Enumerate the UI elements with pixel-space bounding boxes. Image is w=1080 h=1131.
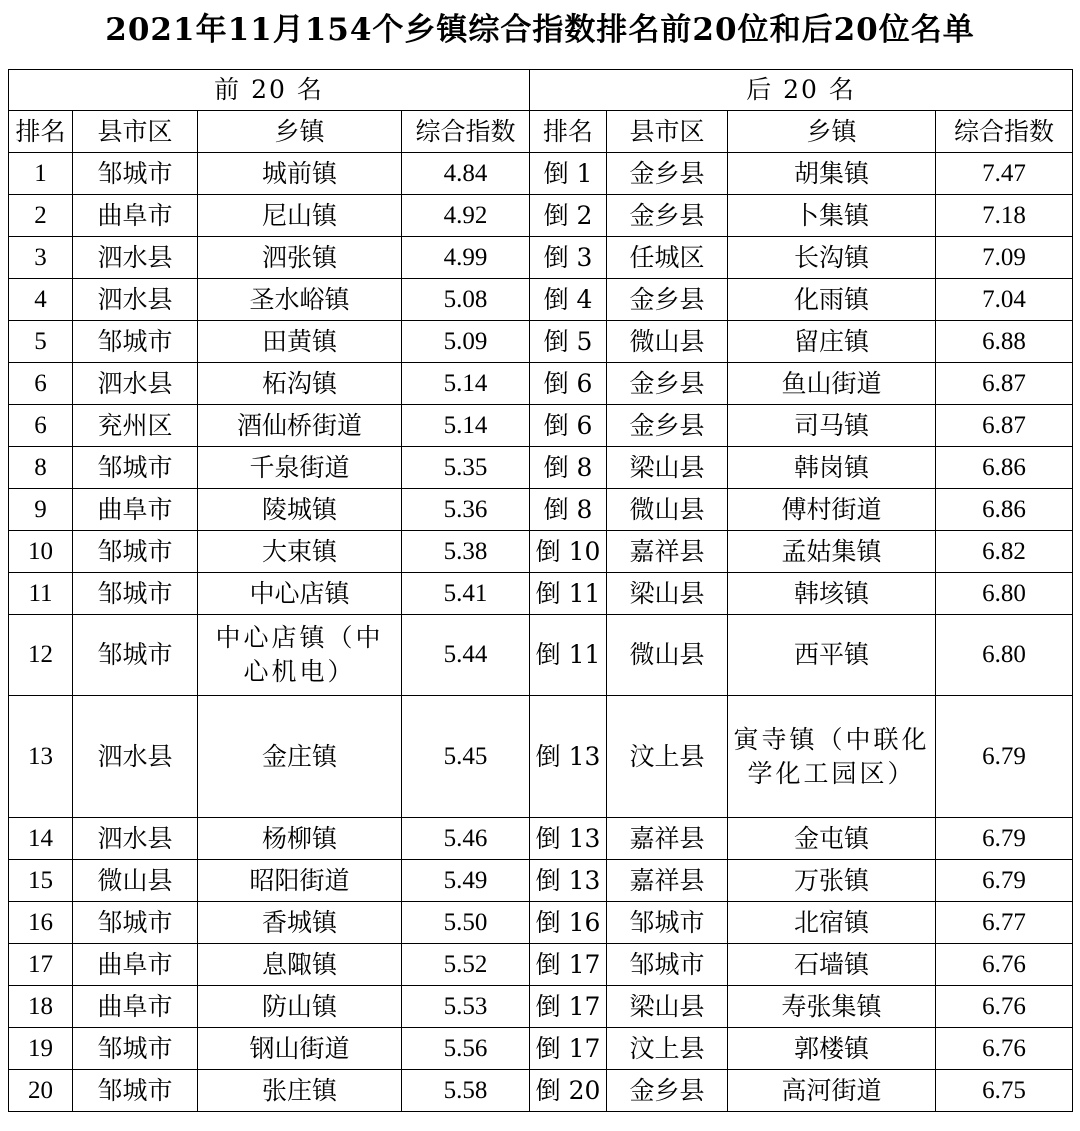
bottom-town-cell: 留庄镇	[728, 321, 936, 363]
table-row	[9, 489, 1073, 531]
top-index-cell: 5.36	[402, 489, 530, 531]
top-index-cell: 5.46	[402, 818, 530, 860]
bottom-index-cell: 6.79	[936, 696, 1073, 818]
top-town-cell: 泗张镇	[198, 237, 402, 279]
table-row	[9, 944, 1073, 986]
top-county-cell: 曲阜市	[73, 489, 198, 531]
bottom-index-cell: 6.87	[936, 363, 1073, 405]
top-rank-cell: 5	[9, 321, 73, 363]
top-rank-cell: 2	[9, 195, 73, 237]
bottom-rank-cell: 倒 1	[530, 153, 607, 195]
top-rank-cell: 3	[9, 237, 73, 279]
top-rank-cell: 10	[9, 531, 73, 573]
top-index-cell: 5.56	[402, 1028, 530, 1070]
top-index-cell: 5.41	[402, 573, 530, 615]
bottom-county-cell: 梁山县	[607, 573, 728, 615]
bottom-county-cell: 金乡县	[607, 405, 728, 447]
table-row	[9, 1070, 1073, 1112]
top-county-header: 县市区	[73, 111, 198, 153]
top-rank-header: 排名	[9, 111, 73, 153]
bottom-rank-cell: 倒 13	[530, 696, 607, 818]
bottom-town-cell: 司马镇	[728, 405, 936, 447]
top-county-cell: 兖州区	[73, 405, 198, 447]
ranking-table	[8, 69, 1073, 1112]
bottom-rank-cell: 倒 20	[530, 1070, 607, 1112]
bottom-index-cell: 7.18	[936, 195, 1073, 237]
top-index-cell: 5.44	[402, 615, 530, 696]
top-county-cell: 微山县	[73, 860, 198, 902]
table-row	[9, 818, 1073, 860]
bottom-index-cell: 6.76	[936, 1028, 1073, 1070]
top-rank-cell: 1	[9, 153, 73, 195]
top-county-cell: 曲阜市	[73, 986, 198, 1028]
bottom-rank-cell: 倒 11	[530, 615, 607, 696]
top-rank-cell: 13	[9, 696, 73, 818]
top-town-cell: 田黄镇	[198, 321, 402, 363]
top-town-cell: 香城镇	[198, 902, 402, 944]
bottom-county-cell: 金乡县	[607, 1070, 728, 1112]
bottom-rank-cell: 倒 16	[530, 902, 607, 944]
bottom-rank-cell: 倒 8	[530, 489, 607, 531]
bottom-county-cell: 金乡县	[607, 153, 728, 195]
table-row	[9, 321, 1073, 363]
top-county-cell: 邹城市	[73, 902, 198, 944]
bottom-town-cell: 孟姑集镇	[728, 531, 936, 573]
top-town-cell: 千泉街道	[198, 447, 402, 489]
bottom-county-cell: 微山县	[607, 321, 728, 363]
table-row	[9, 447, 1073, 489]
top-town-header: 乡镇	[198, 111, 402, 153]
top-county-cell: 邹城市	[73, 531, 198, 573]
bottom-index-cell: 6.80	[936, 615, 1073, 696]
table-row	[9, 195, 1073, 237]
bottom-town-cell: 西平镇	[728, 615, 936, 696]
top-county-cell: 邹城市	[73, 447, 198, 489]
bottom-index-cell: 6.80	[936, 573, 1073, 615]
bottom-town-cell: 卜集镇	[728, 195, 936, 237]
bottom-county-cell: 微山县	[607, 489, 728, 531]
top-index-cell: 5.35	[402, 447, 530, 489]
top-town-cell: 陵城镇	[198, 489, 402, 531]
bottom-index-cell: 6.79	[936, 818, 1073, 860]
bottom-county-cell: 任城区	[607, 237, 728, 279]
top-rank-cell: 16	[9, 902, 73, 944]
top-rank-cell: 20	[9, 1070, 73, 1112]
top-county-cell: 邹城市	[73, 321, 198, 363]
bottom-town-header: 乡镇	[728, 111, 936, 153]
bottom-rank-cell: 倒 11	[530, 573, 607, 615]
bottom-index-cell: 6.82	[936, 531, 1073, 573]
top20-section-header: 前 20 名	[9, 70, 530, 111]
top-index-cell: 4.92	[402, 195, 530, 237]
bottom-rank-cell: 倒 13	[530, 818, 607, 860]
top-county-cell: 邹城市	[73, 615, 198, 696]
table-row	[9, 696, 1073, 818]
top-county-cell: 泗水县	[73, 363, 198, 405]
bottom-county-cell: 嘉祥县	[607, 860, 728, 902]
table-row	[9, 363, 1073, 405]
bottom20-section-header: 后 20 名	[530, 70, 1073, 111]
top-rank-cell: 19	[9, 1028, 73, 1070]
top-index-cell: 5.49	[402, 860, 530, 902]
bottom-town-cell: 石墙镇	[728, 944, 936, 986]
top-county-cell: 泗水县	[73, 818, 198, 860]
bottom-rank-cell: 倒 2	[530, 195, 607, 237]
bottom-rank-cell: 倒 6	[530, 363, 607, 405]
top-index-cell: 5.38	[402, 531, 530, 573]
table-row	[9, 615, 1073, 696]
bottom-town-cell: 鱼山街道	[728, 363, 936, 405]
bottom-town-cell: 北宿镇	[728, 902, 936, 944]
top-county-cell: 曲阜市	[73, 195, 198, 237]
top-county-cell: 曲阜市	[73, 944, 198, 986]
top-town-cell: 息陬镇	[198, 944, 402, 986]
bottom-rank-cell: 倒 6	[530, 405, 607, 447]
bottom-index-cell: 6.79	[936, 860, 1073, 902]
top-rank-cell: 8	[9, 447, 73, 489]
top-index-cell: 5.53	[402, 986, 530, 1028]
bottom-index-cell: 6.77	[936, 902, 1073, 944]
top-town-cell: 钢山街道	[198, 1028, 402, 1070]
top-index-cell: 5.09	[402, 321, 530, 363]
bottom-town-cell: 韩岗镇	[728, 447, 936, 489]
table-row	[9, 573, 1073, 615]
table-row	[9, 279, 1073, 321]
top-town-cell: 城前镇	[198, 153, 402, 195]
top-town-cell: 酒仙桥街道	[198, 405, 402, 447]
bottom-rank-cell: 倒 10	[530, 531, 607, 573]
top-county-cell: 泗水县	[73, 696, 198, 818]
top-county-cell: 邹城市	[73, 573, 198, 615]
bottom-index-cell: 6.76	[936, 944, 1073, 986]
bottom-index-cell: 7.04	[936, 279, 1073, 321]
bottom-county-cell: 嘉祥县	[607, 818, 728, 860]
top-rank-cell: 11	[9, 573, 73, 615]
top-town-cell: 昭阳街道	[198, 860, 402, 902]
bottom-index-cell: 6.75	[936, 1070, 1073, 1112]
table-row	[9, 986, 1073, 1028]
top-county-cell: 邹城市	[73, 1028, 198, 1070]
top-index-cell: 4.99	[402, 237, 530, 279]
bottom-county-cell: 邹城市	[607, 944, 728, 986]
bottom-town-cell: 化雨镇	[728, 279, 936, 321]
top-rank-cell: 12	[9, 615, 73, 696]
bottom-index-cell: 6.86	[936, 489, 1073, 531]
table-row	[9, 1028, 1073, 1070]
bottom-town-cell: 胡集镇	[728, 153, 936, 195]
bottom-county-cell: 金乡县	[607, 195, 728, 237]
top-rank-cell: 9	[9, 489, 73, 531]
top-rank-cell: 14	[9, 818, 73, 860]
top-rank-cell: 15	[9, 860, 73, 902]
top-town-cell: 尼山镇	[198, 195, 402, 237]
bottom-county-cell: 梁山县	[607, 447, 728, 489]
bottom-index-cell: 6.87	[936, 405, 1073, 447]
bottom-index-cell: 6.88	[936, 321, 1073, 363]
top-rank-cell: 6	[9, 363, 73, 405]
bottom-town-cell: 万张镇	[728, 860, 936, 902]
bottom-rank-cell: 倒 13	[530, 860, 607, 902]
bottom-county-cell: 汶上县	[607, 696, 728, 818]
top-index-cell: 5.58	[402, 1070, 530, 1112]
bottom-town-cell: 长沟镇	[728, 237, 936, 279]
top-town-cell: 大束镇	[198, 531, 402, 573]
top-index-cell: 5.52	[402, 944, 530, 986]
bottom-rank-header: 排名	[530, 111, 607, 153]
bottom-rank-cell: 倒 3	[530, 237, 607, 279]
bottom-town-cell: 高河街道	[728, 1070, 936, 1112]
top-town-cell: 金庄镇	[198, 696, 402, 818]
top-index-header: 综合指数	[402, 111, 530, 153]
bottom-rank-cell: 倒 4	[530, 279, 607, 321]
top-town-cell: 柘沟镇	[198, 363, 402, 405]
top-index-cell: 5.14	[402, 405, 530, 447]
bottom-rank-cell: 倒 5	[530, 321, 607, 363]
table-row	[9, 860, 1073, 902]
bottom-rank-cell: 倒 17	[530, 1028, 607, 1070]
bottom-town-cell: 金屯镇	[728, 818, 936, 860]
bottom-county-cell: 邹城市	[607, 902, 728, 944]
top-rank-cell: 18	[9, 986, 73, 1028]
table-row	[9, 405, 1073, 447]
table-row	[9, 153, 1073, 195]
top-county-cell: 邹城市	[73, 1070, 198, 1112]
bottom-rank-cell: 倒 17	[530, 944, 607, 986]
bottom-index-cell: 7.09	[936, 237, 1073, 279]
page-title: 2021年11月154个乡镇综合指数排名前20位和后20位名单	[105, 12, 975, 48]
bottom-rank-cell: 倒 8	[530, 447, 607, 489]
top-rank-cell: 4	[9, 279, 73, 321]
bottom-county-cell: 金乡县	[607, 363, 728, 405]
top-town-cell: 张庄镇	[198, 1070, 402, 1112]
bottom-index-cell: 6.86	[936, 447, 1073, 489]
top-town-cell: 中心店镇（中心机电）	[198, 615, 402, 696]
top-town-cell: 中心店镇	[198, 573, 402, 615]
bottom-county-cell: 嘉祥县	[607, 531, 728, 573]
bottom-town-cell: 傅村街道	[728, 489, 936, 531]
top-index-cell: 5.50	[402, 902, 530, 944]
table-row	[9, 902, 1073, 944]
bottom-town-cell: 韩垓镇	[728, 573, 936, 615]
top-county-cell: 泗水县	[73, 279, 198, 321]
table-row	[9, 237, 1073, 279]
table-row	[9, 531, 1073, 573]
bottom-index-header: 综合指数	[936, 111, 1073, 153]
top-county-cell: 邹城市	[73, 153, 198, 195]
bottom-county-cell: 梁山县	[607, 986, 728, 1028]
top-town-cell: 防山镇	[198, 986, 402, 1028]
bottom-town-cell: 郭楼镇	[728, 1028, 936, 1070]
top-town-cell: 杨柳镇	[198, 818, 402, 860]
top-index-cell: 5.14	[402, 363, 530, 405]
top-town-cell: 圣水峪镇	[198, 279, 402, 321]
bottom-county-cell: 汶上县	[607, 1028, 728, 1070]
bottom-index-cell: 7.47	[936, 153, 1073, 195]
bottom-index-cell: 6.76	[936, 986, 1073, 1028]
bottom-county-cell: 金乡县	[607, 279, 728, 321]
bottom-county-header: 县市区	[607, 111, 728, 153]
top-rank-cell: 6	[9, 405, 73, 447]
top-rank-cell: 17	[9, 944, 73, 986]
bottom-rank-cell: 倒 17	[530, 986, 607, 1028]
top-index-cell: 4.84	[402, 153, 530, 195]
top-index-cell: 5.45	[402, 696, 530, 818]
bottom-county-cell: 微山县	[607, 615, 728, 696]
top-index-cell: 5.08	[402, 279, 530, 321]
bottom-town-cell: 寿张集镇	[728, 986, 936, 1028]
bottom-town-cell: 寅寺镇（中联化学化工园区）	[728, 696, 936, 818]
top-county-cell: 泗水县	[73, 237, 198, 279]
